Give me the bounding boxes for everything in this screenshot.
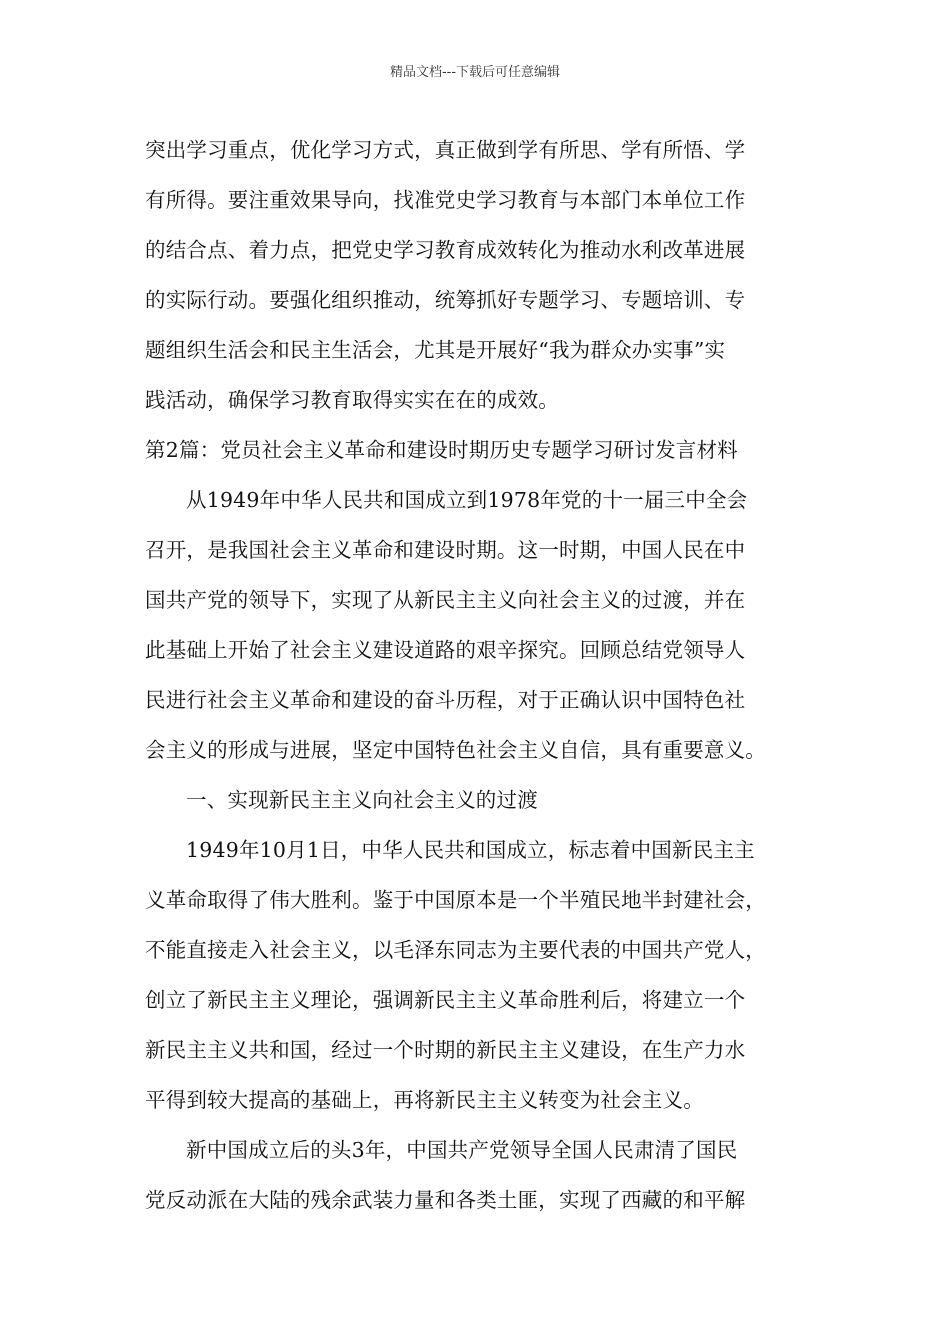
body-line: 1949年10月1日，中华人民共和国成立，标志着中国新民主主 xyxy=(186,838,755,862)
body-line: 义革命取得了伟大胜利。鉴于中国原本是一个半殖民地半封建社会， xyxy=(145,888,766,912)
body-line: 创立了新民主主义理论，强调新民主主义革命胜利后，将建立一个 xyxy=(145,988,746,1012)
body-line: 题组织生活会和民主生活会，尤其是开展好“我为群众办实事”实 xyxy=(145,338,726,362)
body-line: 的实际行动。要强化组织推动，统筹抓好专题学习、专题培训、专 xyxy=(145,288,746,312)
body-line: 的结合点、着力点，把党史学习教育成效转化为推动水利改革进展 xyxy=(145,238,746,262)
page-header: 精品文档---下载后可任意编辑 xyxy=(389,65,561,80)
body-line: 突出学习重点，优化学习方式，真正做到学有所思、学有所悟、学 xyxy=(145,138,746,162)
body-line: 不能直接走入社会主义，以毛泽东同志为主要代表的中国共产党人， xyxy=(145,938,766,962)
body-line: 会主义的形成与进展，坚定中国特色社会主义自信，具有重要意义。 xyxy=(145,738,766,762)
body-line: 新民主主义共和国，经过一个时期的新民主主义建设，在生产力水 xyxy=(145,1038,746,1062)
body-line: 党反动派在大陆的残余武装力量和各类土匪，实现了西藏的和平解 xyxy=(145,1188,746,1212)
body-line: 有所得。要注重效果导向，找准党史学习教育与本部门本单位工作 xyxy=(145,188,746,212)
subheading: 一、实现新民主主义向社会主义的过渡 xyxy=(186,788,538,812)
body-line: 国共产党的领导下，实现了从新民主主义向社会主义的过渡，并在 xyxy=(145,588,746,612)
body-line: 召开，是我国社会主义革命和建设时期。这一时期，中国人民在中 xyxy=(145,538,746,562)
body-line: 从1949年中华人民共和国成立到1978年党的十一届三中全会 xyxy=(186,488,748,512)
body-line: 平得到较大提高的基础上，再将新民主主义转变为社会主义。 xyxy=(145,1088,704,1112)
body-line: 新中国成立后的头3年，中国共产党领导全国人民肃清了国民 xyxy=(186,1138,738,1162)
body-line: 民进行社会主义革命和建设的奋斗历程，对于正确认识中国特色社 xyxy=(145,688,746,712)
section-title: 第2篇：党员社会主义革命和建设时期历史专题学习研讨发言材料 xyxy=(145,438,738,462)
body-line: 此基础上开始了社会主义建设道路的艰辛探究。回顾总结党领导人 xyxy=(145,638,746,662)
body-line: 践活动，确保学习教育取得实实在在的成效。 xyxy=(145,388,559,412)
